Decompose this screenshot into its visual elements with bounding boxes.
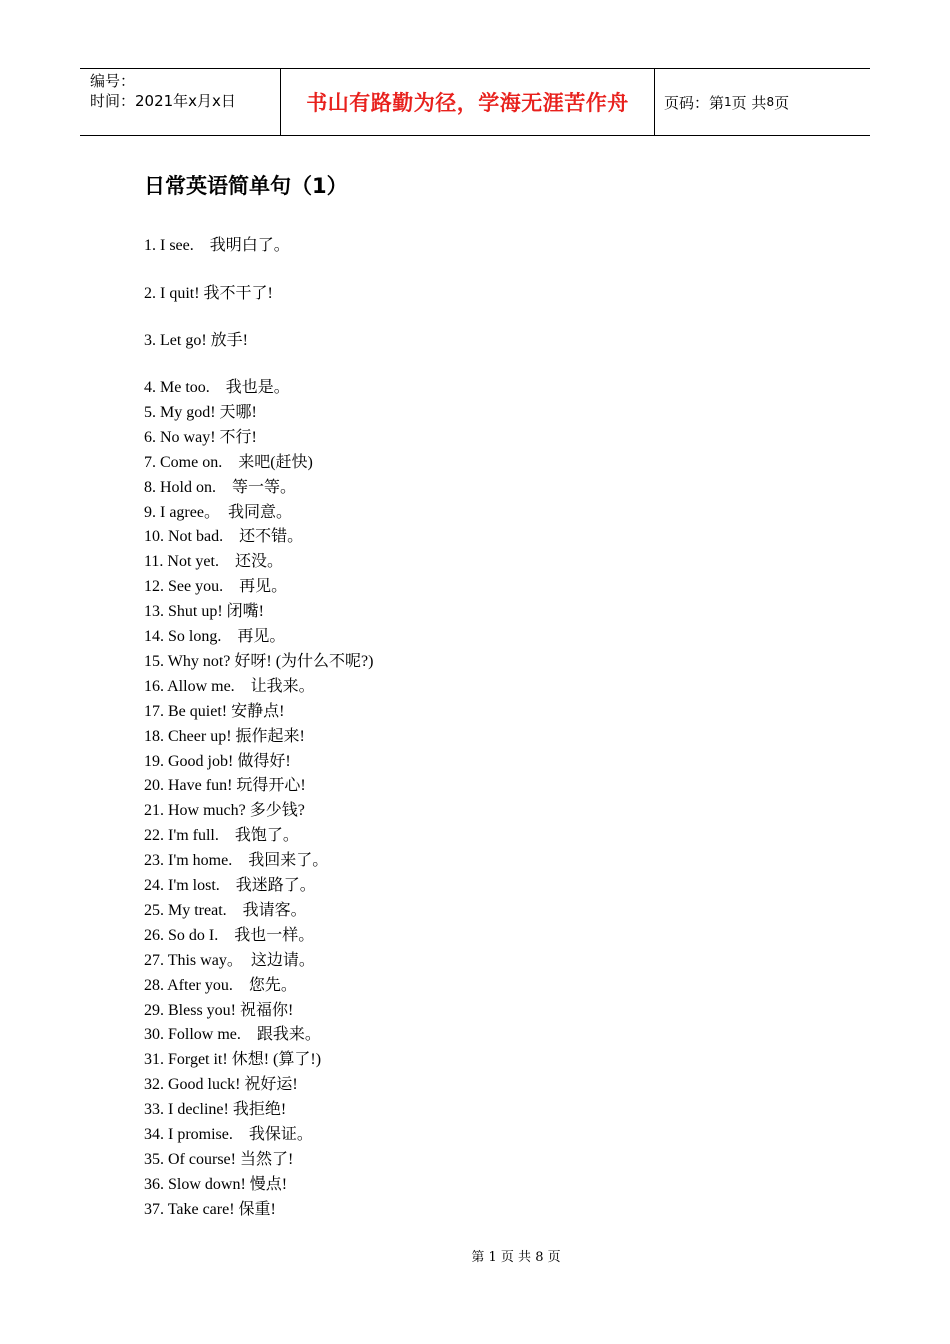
date-label: 时间：2021年x月x日	[90, 92, 236, 110]
page-prefix: 页码：第	[664, 93, 725, 112]
phrase-item: 37. Take care! 保重!	[144, 1200, 276, 1218]
phrase-item: 22. I'm full. 我饱了。	[144, 827, 299, 845]
phrase-item: 4. Me too. 我也是。	[144, 379, 290, 396]
page-title: 日常英语简单句（1）	[144, 174, 348, 198]
phrase-item: 33. I decline! 我拒绝!	[144, 1101, 287, 1119]
phrase-item: 30. Follow me. 跟我来。	[144, 1026, 321, 1044]
motto: 书山有路勤为径，学海无涯苦作舟	[306, 91, 629, 115]
page-current: 1	[724, 95, 732, 109]
phrase-item: 29. Bless you! 祝福你!	[144, 1001, 294, 1019]
phrase-item: 23. I'm home. 我回来了。	[144, 852, 329, 870]
phrase-item: 10. Not bad. 还不错。	[144, 528, 304, 546]
page-suffix: 页	[774, 93, 790, 112]
phrase-item: 36. Slow down! 慢点!	[144, 1175, 288, 1193]
phrase-item: 5. My god! 天哪!	[144, 403, 257, 421]
header-table	[80, 68, 870, 136]
header-motto-cell	[281, 69, 655, 135]
phrase-item: 13. Shut up! 闭嘴!	[144, 603, 265, 621]
phrase-item: 12. See you. 再见。	[144, 578, 288, 596]
phrase-item: 21. How much? 多少钱?	[144, 802, 305, 820]
phrase-item: 19. Good job! 做得好!	[144, 752, 291, 770]
number-label: 编号：	[90, 72, 136, 90]
phrase-item: 11. Not yet. 还没。	[144, 553, 283, 571]
phrase-item: 7. Come on. 来吧(赶快)	[144, 453, 313, 471]
page-total: 8	[766, 95, 775, 109]
phrase-item: 17. Be quiet! 安静点!	[144, 702, 285, 720]
page-footer: 第 1 页 共 8 页	[471, 1250, 561, 1265]
phrase-item: 2. I quit! 我不干了!	[144, 285, 273, 302]
phrase-item: 8. Hold on. 等一等。	[144, 478, 297, 496]
phrase-item: 32. Good luck! 祝好运!	[144, 1076, 298, 1094]
phrase-item: 35. Of course! 当然了!	[144, 1150, 294, 1168]
phrase-item: 31. Forget it! 休想! (算了!)	[144, 1051, 322, 1069]
phrase-item: 1. I see. 我明白了。	[144, 237, 290, 254]
phrase-item: 27. This way。 这边请。	[144, 951, 315, 969]
phrase-item: 15. Why not? 好呀! (为什么不呢?)	[144, 652, 374, 670]
phrase-item: 20. Have fun! 玩得开心!	[144, 777, 306, 795]
phrase-item: 6. No way! 不行!	[144, 428, 257, 446]
phrase-item: 14. So long. 再见。	[144, 628, 286, 645]
phrase-item: 34. I promise. 我保证。	[144, 1126, 313, 1143]
phrase-item: 18. Cheer up! 振作起来!	[144, 727, 305, 745]
phrase-item: 16. Allow me. 让我来。	[144, 677, 315, 695]
phrase-item: 9. I agree。 我同意。	[144, 503, 292, 521]
phrase-item: 28. After you. 您先。	[144, 976, 297, 994]
page-mid: 页 共	[731, 93, 767, 112]
phrase-item: 26. So do I. 我也一样。	[144, 926, 315, 944]
phrase-item: 25. My treat. 我请客。	[144, 901, 307, 919]
header-meta-cell	[80, 69, 281, 135]
phrase-item: 3. Let go! 放手!	[144, 332, 248, 349]
header-page-cell	[655, 69, 870, 135]
phrase-item: 24. I'm lost. 我迷路了。	[144, 877, 316, 894]
